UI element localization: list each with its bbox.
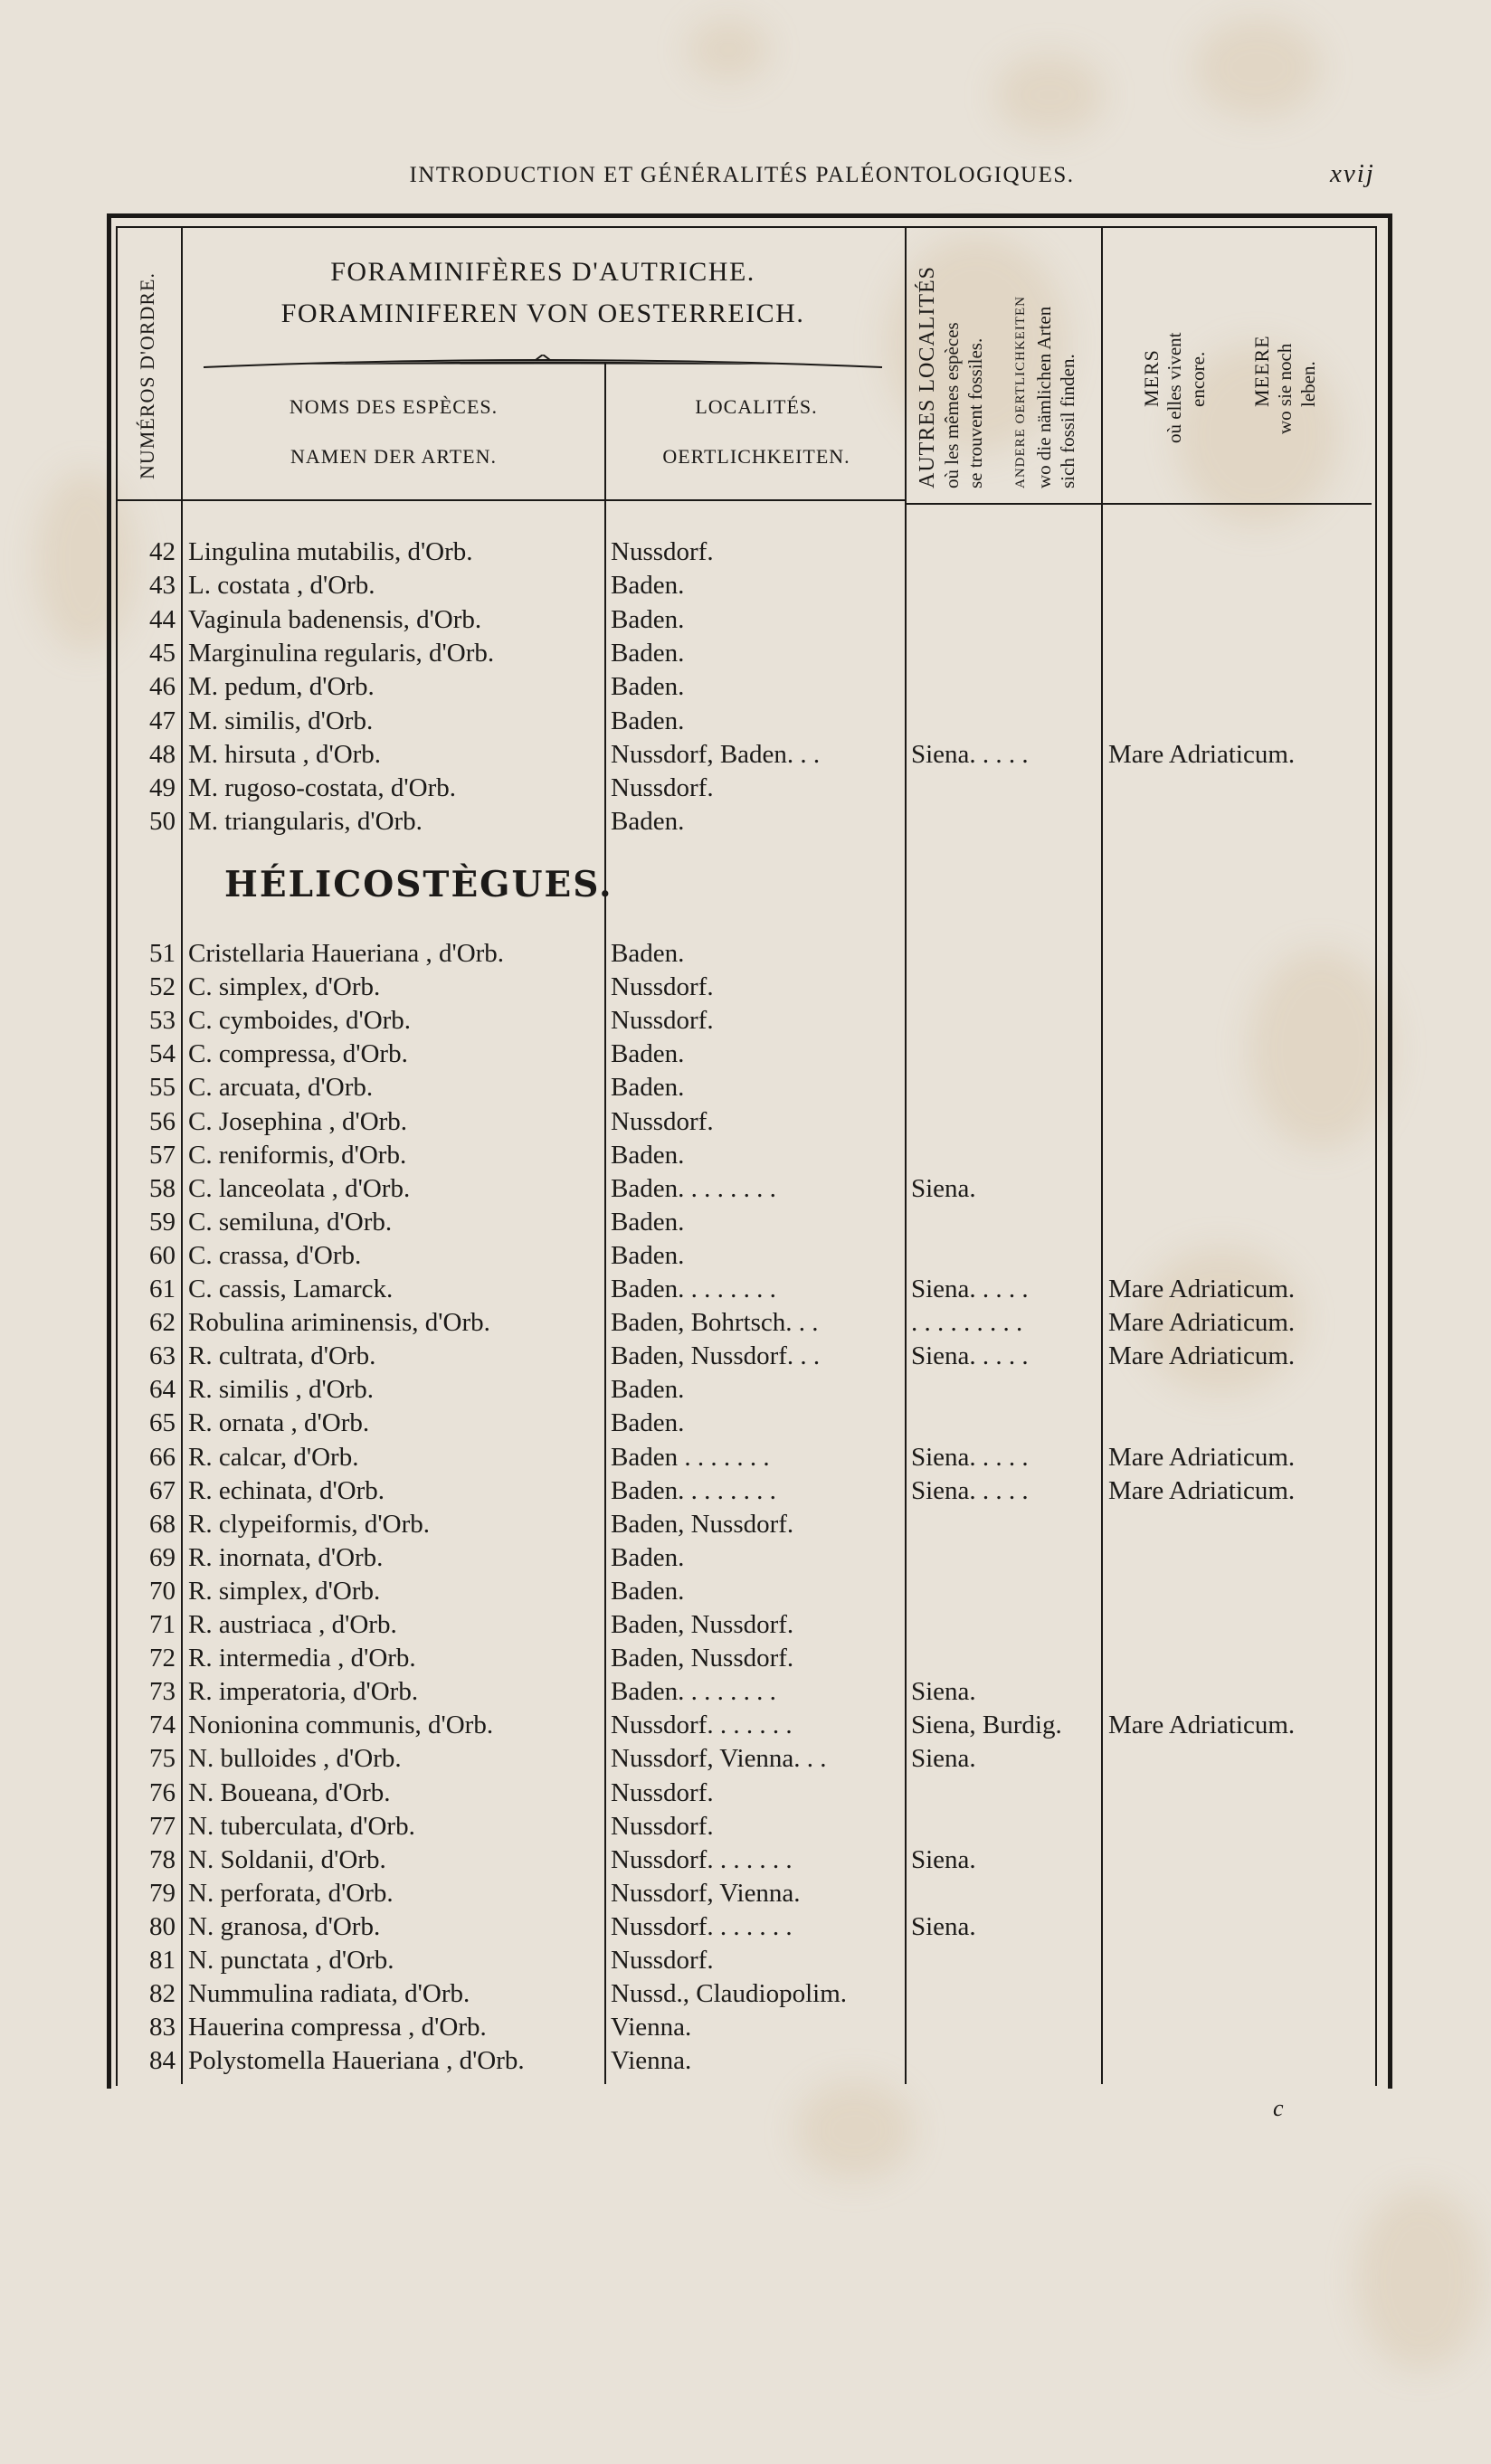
species-name: M. pedum, d'Orb. [188,672,375,702]
row-number: 79 [149,1878,176,1908]
row-number: 69 [149,1542,176,1572]
living-seas: Mare Adriaticum. [1108,1711,1296,1740]
locality: Nussd., Claudiopolim. [611,1979,848,2009]
locality: Nussdorf. [611,972,714,1002]
header-other-localities-de-3: sich fossil finden. [1057,354,1078,488]
locality: Baden. [611,706,685,735]
rule-locality-column [905,228,907,2084]
locality: Baden, Nussdorf. [611,1644,794,1673]
header-seas-de-1: MEERE [1250,335,1273,407]
locality: Baden. [611,807,685,837]
row-number: 60 [149,1240,176,1270]
header-other-localities-de-1: ANDERE OERTLICHKEITEN [1013,296,1028,488]
row-number: 62 [149,1308,176,1338]
row-number: 73 [149,1677,176,1707]
species-name: C. Josephina , d'Orb. [188,1106,408,1136]
row-number: 66 [149,1442,176,1472]
header-title-de: FORAMINIFEREN VON OESTERREICH. [280,299,805,328]
header-species-de: NAMEN DER ARTEN. [290,445,497,468]
locality: Nussdorf. [611,537,714,566]
locality: Nussdorf. . . . . . . [611,1711,793,1740]
species-name: Hauerina compressa , d'Orb. [188,2013,487,2042]
row-number: 54 [149,1039,176,1069]
row-number: 71 [149,1610,176,1639]
species-name: Lingulina mutabilis, d'Orb. [188,537,473,566]
row-number: 51 [149,939,176,968]
species-name: N. granosa, d'Orb. [188,1911,381,1941]
row-number: 59 [149,1207,176,1237]
living-seas: Mare Adriaticum. [1108,1341,1296,1371]
row-number: 49 [149,773,176,803]
other-localities: Siena. [911,1844,976,1874]
locality: Baden. [611,1140,685,1170]
locality: Baden. . . . . . . . [611,1173,776,1203]
header-other-localities-fr-3: se trouvent fossiles. [964,337,986,488]
species-name: C. cymboides, d'Orb. [188,1006,412,1036]
locality: Baden. . . . . . . . [611,1677,776,1707]
species-name: R. similis , d'Orb. [188,1375,375,1405]
row-number: 80 [149,1911,176,1941]
header-other-localities-fr-1: AUTRES LOCALITÉS [916,266,939,488]
ornamental-rule [199,355,887,373]
header-rule-number [118,499,181,501]
species-name: R. simplex, d'Orb. [188,1576,381,1606]
species-name: Marginulina regularis, d'Orb. [188,638,495,668]
species-name: C. arcuata, d'Orb. [188,1073,374,1103]
header-seas-fr-3: encore. [1187,351,1209,407]
other-localities: Siena. . . . . [911,1442,1029,1472]
header-other-localities-fr-2: où les mêmes espèces [941,322,963,488]
locality: Baden, Nussdorf. . . [611,1341,821,1371]
species-name: N. punctata , d'Orb. [188,1946,394,1975]
species-name: Cristellaria Haueriana , d'Orb. [188,939,505,968]
row-number: 63 [149,1341,176,1371]
living-seas: Mare Adriaticum. [1108,1275,1296,1303]
row-number: 61 [149,1275,176,1303]
locality: Baden. [611,1207,685,1237]
header-order-numbers: NUMÉROS D'ORDRE. [136,272,158,479]
row-number: 53 [149,1006,176,1036]
species-name: Robulina ariminensis, d'Orb. [188,1308,490,1338]
species-name: R. austriaca , d'Orb. [188,1610,397,1639]
locality: Nussdorf. [611,1006,714,1036]
locality: Baden. [611,939,685,968]
row-number: 76 [149,1777,176,1807]
row-number: 72 [149,1644,176,1673]
locality: Vienna. [611,2013,692,2042]
species-name: R. inornata, d'Orb. [188,1542,384,1572]
locality: Nussdorf. . . . . . . [611,1844,793,1874]
species-name: C. cassis, Lamarck. [188,1275,394,1303]
locality: Nussdorf. [611,1777,714,1807]
species-name: C. crassa, d'Orb. [188,1240,362,1270]
row-number: 82 [149,1979,176,2009]
locality: Baden. [611,604,685,634]
header-other-localities-de-2: wo die nämlichen Arten [1033,306,1055,488]
species-name: C. compressa, d'Orb. [188,1039,408,1069]
signature-mark: c [1273,2095,1284,2121]
page-number: xvij [1330,159,1375,188]
species-name: R. echinata, d'Orb. [188,1475,385,1505]
species-name: M. rugoso-costata, d'Orb. [188,773,456,803]
locality: Baden. [611,1408,685,1438]
locality: Baden. . . . . . . . [611,1475,776,1505]
species-name: R. imperatoria, d'Orb. [188,1677,419,1707]
row-number: 67 [149,1475,176,1505]
locality: Baden. [611,1375,685,1405]
row-number: 44 [149,604,176,634]
row-number: 77 [149,1811,176,1841]
other-localities: Siena. . . . . [911,1275,1029,1303]
species-name: R. ornata , d'Orb. [188,1408,370,1438]
living-seas: Mare Adriaticum. [1108,1308,1296,1338]
species-name: N. tuberculata, d'Orb. [188,1811,415,1841]
header-rule-right [907,503,1372,505]
row-number: 58 [149,1173,176,1203]
locality: Nussdorf. [611,773,714,803]
other-localities: Siena, Burdig. [911,1711,1062,1740]
other-localities: Siena. . . . . [911,739,1029,769]
row-number: 83 [149,2013,176,2042]
header-seas-de-3: leben. [1297,361,1319,407]
species-name: C. lanceolata , d'Orb. [188,1173,411,1203]
row-number: 68 [149,1509,176,1539]
other-localities: . . . . . . . . . [911,1308,1023,1338]
section-heading: HÉLICOSTÈGUES. [224,864,613,905]
locality: Baden. [611,1542,685,1572]
species-name: M. similis, d'Orb. [188,706,374,735]
living-seas: Mare Adriaticum. [1108,739,1296,769]
species-name: M. hirsuta , d'Orb. [188,739,382,769]
species-name: Vaginula badenensis, d'Orb. [188,604,482,634]
other-localities: Siena. [911,1744,976,1774]
locality: Baden, Bohrtsch. . . [611,1308,819,1338]
header-localities-de: OERTLICHKEITEN. [662,445,850,468]
species-name: R. clypeiformis, d'Orb. [188,1509,430,1539]
locality: Baden. [611,1240,685,1270]
rule-number-column [181,228,183,2084]
row-number: 65 [149,1408,176,1438]
rule-other-localities-column [1101,228,1103,2084]
locality: Baden. [611,1576,685,1606]
species-name: M. triangularis, d'Orb. [188,807,423,837]
other-localities: Siena. [911,1677,976,1707]
row-number: 74 [149,1711,176,1740]
species-name: N. bulloides , d'Orb. [188,1744,402,1774]
row-number: 52 [149,972,176,1002]
locality: Baden, Nussdorf. [611,1509,794,1539]
other-localities: Siena. . . . . [911,1341,1029,1371]
species-name: N. Soldanii, d'Orb. [188,1844,386,1874]
species-name: Polystomella Haueriana , d'Orb. [188,2046,525,2076]
species-name: L. costata , d'Orb. [188,571,375,601]
species-name: N. perforata, d'Orb. [188,1878,394,1908]
header-title-fr: FORAMINIFÈRES D'AUTRICHE. [330,257,755,287]
locality: Baden, Nussdorf. [611,1610,794,1639]
species-name: C. simplex, d'Orb. [188,972,381,1002]
row-number: 55 [149,1073,176,1103]
row-number: 47 [149,706,176,735]
locality: Nussdorf, Baden. . . [611,739,821,769]
locality: Nussdorf, Vienna. . . [611,1744,827,1774]
row-number: 64 [149,1375,176,1405]
species-name: R. cultrata, d'Orb. [188,1341,376,1371]
row-number: 45 [149,638,176,668]
locality: Nussdorf. [611,1106,714,1136]
locality: Nussdorf. [611,1811,714,1841]
rule-species-column [604,362,606,2084]
header-species-fr: NOMS DES ESPÈCES. [289,395,499,418]
running-head: INTRODUCTION ET GÉNÉRALITÉS PALÉONTOLOGIQUES. [409,163,1075,187]
row-number: 56 [149,1106,176,1136]
row-number: 78 [149,1844,176,1874]
header-seas-fr-1: MERS [1140,349,1163,407]
locality: Baden. [611,672,685,702]
species-name: C. semiluna, d'Orb. [188,1207,393,1237]
species-name: Nonionina communis, d'Orb. [188,1711,494,1740]
locality: Baden . . . . . . . [611,1442,770,1472]
locality: Nussdorf. . . . . . . [611,1911,793,1941]
other-localities: Siena. . . . . [911,1475,1029,1505]
living-seas: Mare Adriaticum. [1108,1442,1296,1472]
locality: Baden. [611,1039,685,1069]
species-name: C. reniformis, d'Orb. [188,1140,407,1170]
locality: Vienna. [611,2046,692,2076]
locality: Baden. [611,638,685,668]
species-name: R. intermedia , d'Orb. [188,1644,416,1673]
row-number: 84 [149,2046,176,2076]
row-number: 75 [149,1744,176,1774]
header-seas-de-2: wo sie noch [1274,343,1296,434]
locality: Baden. [611,571,685,601]
locality: Baden. [611,1073,685,1103]
header-rule-left [183,499,905,501]
header-seas-fr-2: où elles vivent [1163,332,1185,443]
species-name: Nummulina radiata, d'Orb. [188,1979,470,2009]
row-number: 57 [149,1140,176,1170]
locality: Nussdorf. [611,1946,714,1975]
header-localities-fr: LOCALITÉS. [695,395,818,418]
other-localities: Siena. [911,1173,976,1203]
other-localities: Siena. [911,1911,976,1941]
row-number: 48 [149,739,176,769]
living-seas: Mare Adriaticum. [1108,1475,1296,1505]
row-number: 42 [149,537,176,566]
row-number: 81 [149,1946,176,1975]
species-name: N. Boueana, d'Orb. [188,1777,391,1807]
species-name: R. calcar, d'Orb. [188,1442,359,1472]
row-number: 43 [149,571,176,601]
row-number: 70 [149,1576,176,1606]
locality: Baden. . . . . . . . [611,1275,776,1303]
locality: Nussdorf, Vienna. [611,1878,801,1908]
row-number: 50 [149,807,176,837]
row-number: 46 [149,672,176,702]
